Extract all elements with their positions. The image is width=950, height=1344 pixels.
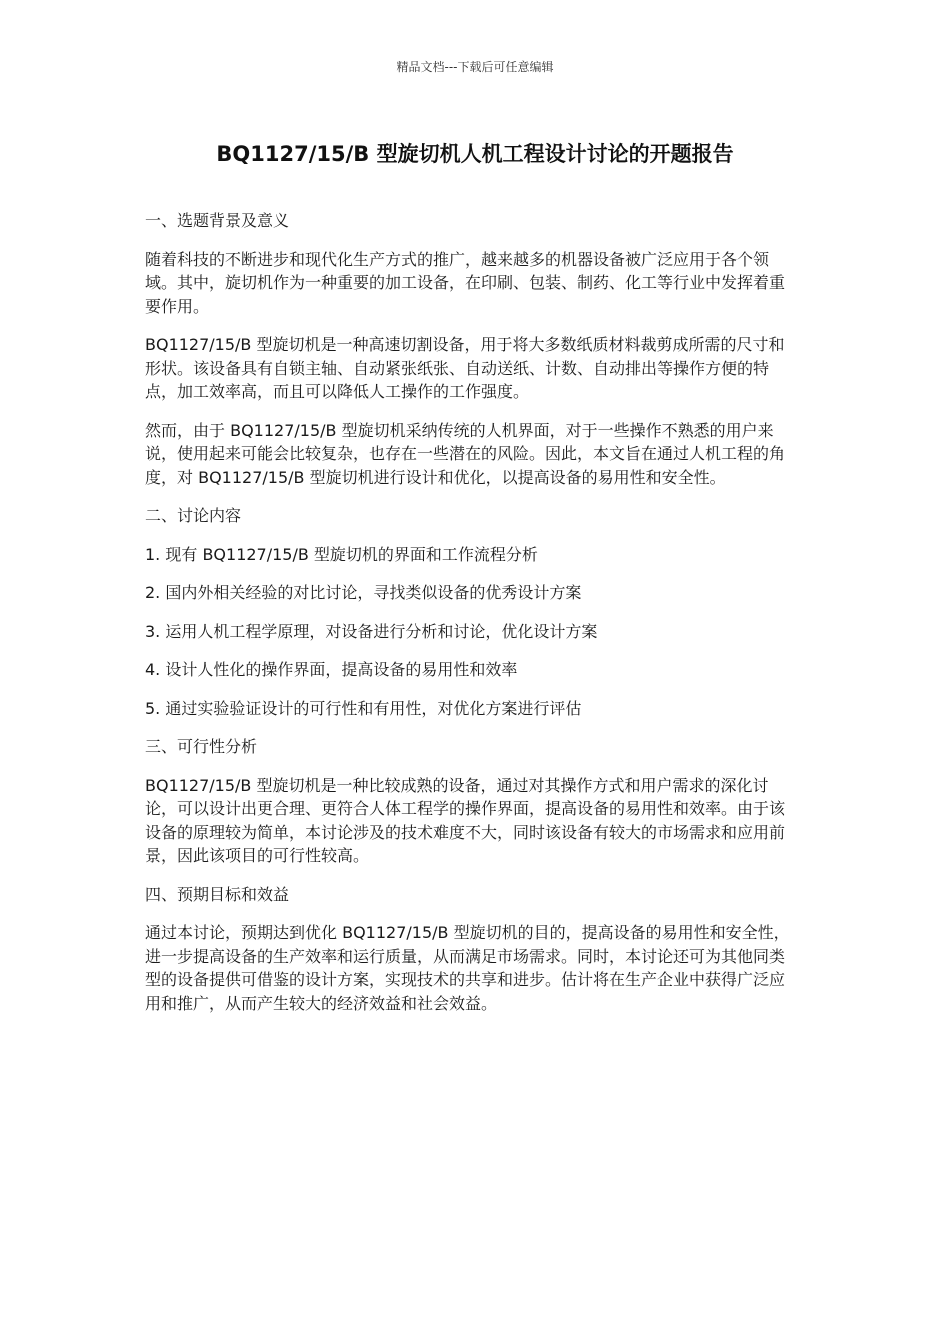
document-body [145,209,797,1030]
header-note: 精品文档---下载后可任意编辑 [396,60,554,74]
paragraph: 随着科技的不断进步和现代化生产方式的推广，越来越多的机器设备被广泛应用于各个领域。其中，旋切机作为一种重要的加工设备，在印刷、包装、制药、化工等行业中发挥着重要作用。 [145,249,786,316]
list-item: 5. 通过实验验证设计的可行性和有用性，对优化方案进行评估 [145,698,582,718]
list-item: 2. 国内外相关经验的对比讨论，寻找类似设备的优秀设计方案 [145,583,582,602]
list-item: 1. 现有 BQ1127/15/B 型旋切机的界面和工作流程分析 [145,544,538,564]
section-heading-goals: 四、预期目标和效益 [145,884,290,904]
list-item: 3. 运用人机工程学原理，对设备进行分析和讨论，优化设计方案 [145,621,598,641]
paragraph: BQ1127/15/B 型旋切机是一种高速切割设备，用于将大多数纸质材料裁剪成所需的尺寸和形状。该设备具有自锁主轴、自动紧张纸张、自动送纸、计数、自动排出等操作方便的特点，加工效率高，而且可以降低人工操作的工作强度。 [145,335,785,401]
section-heading-feasibility: 三、可行性分析 [145,737,258,756]
paragraph: 通过本讨论，预期达到优化 BQ1127/15/B 型旋切机的目的，提高设备的易用性和安全性，进一步提高设备的生产效率和运行质量，从而满足市场需求。同时，本讨论还可为其他同类型的设备提供可借鉴的设计方案，实现技术的共享和进步。估计将在生产企业中获得广泛应用和推广，从而产生较大的经济效益和社会效益。 [145,923,790,1013]
section-heading-background: 一、选题背景及意义 [145,211,290,230]
paragraph: 然而，由于 BQ1127/15/B 型旋切机采纳传统的人机界面，对于一些操作不熟悉的用户来说，使用起来可能会比较复杂，也存在一些潜在的风险。因此，本文旨在通过人机工程的角度，对 BQ1127/15/B 型旋切机进行设计和优化，以提高设备的易用性和安全性。 [145,420,786,487]
paragraph: BQ1127/15/B 型旋切机是一种比较成熟的设备，通过对其操作方式和用户需求的深化讨论，可以设计出更合理、更符合人体工程学的操作界面，提高设备的易用性和效率。由于该设备的原理较为简单，本讨论涉及的技术难度不大，同时该设备有较大的市场需求和应用前景，因此该项目的可行性较高。 [145,775,786,865]
document-title: BQ1127/15/B 型旋切机人机工程设计讨论的开题报告 [216,142,734,166]
section-heading-content: 二、讨论内容 [145,506,242,525]
list-item: 4. 设计人性化的操作界面，提高设备的易用性和效率 [145,660,518,679]
